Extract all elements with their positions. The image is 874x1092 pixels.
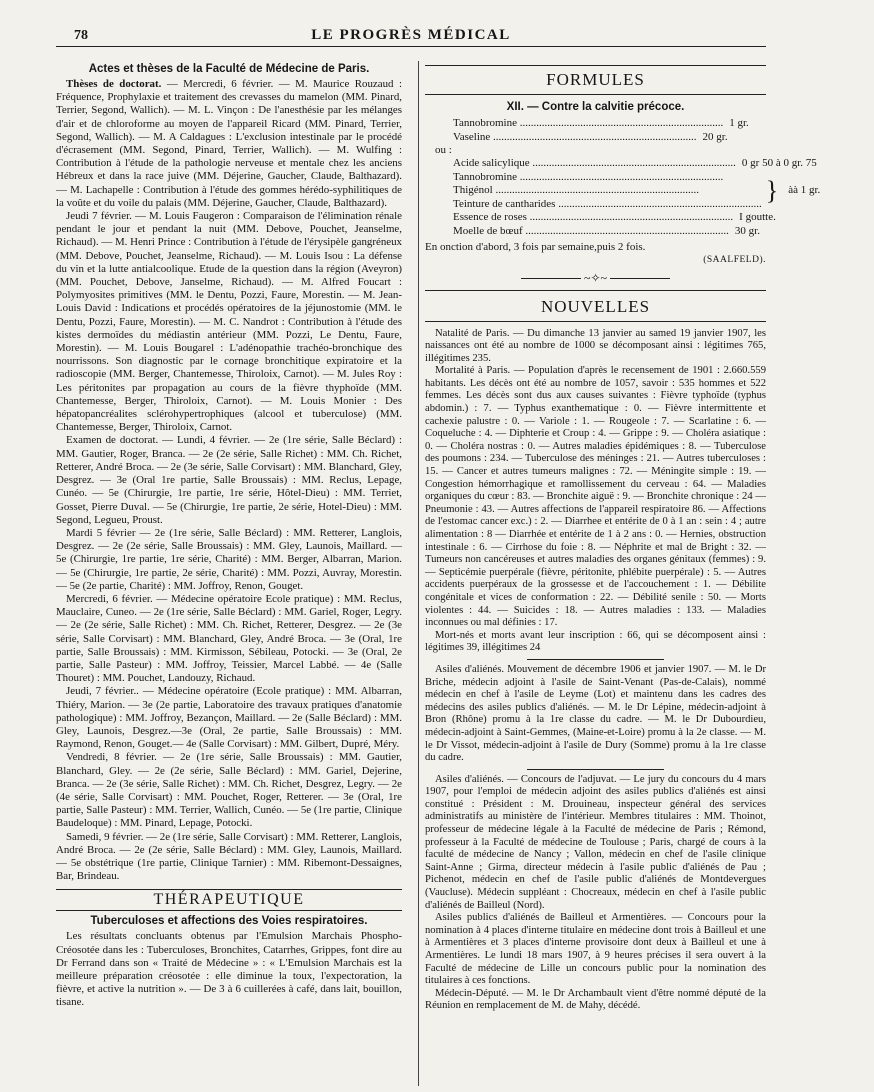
- ingredient-qty: 0 gr 50 à 0 gr. 75: [741, 157, 817, 169]
- mercredi-paragraph: Mercredi, 6 février. — Médecine opératoire Ecole pratique) : MM. Reclus, Mauclaire, Cuneo. — 2e (1re série, Salle Béclard) : MM. Gariel, Roger, Legry. — 2e (2e série, Salle Richet) : MM. Ch. Richet, Retterer, Desgrez. — 2e (3e série, Salle Corvisart) : MM. Blanchard, Gley, André Broca. — 3e (Oral, 1re partie, Salle Broussais) : MM. Kirmisson, Sébileau, Potocki. — 3e (Oral, 2e partie, Salle Pasteur) : MM. Joffroy, Teissier, Marcel Labbé. — 4e (Salle Thouret) : MM. Pouchet, Landouzy, Richaud.: [56, 592, 402, 685]
- therapeutique-title: THÉRAPEUTIQUE: [153, 891, 305, 909]
- ornament-line: [521, 278, 581, 279]
- formula-author: (SAALFELD).: [703, 254, 766, 265]
- divider: [527, 659, 663, 660]
- nouvelles-title: NOUVELLES: [540, 296, 651, 316]
- right-column: [418, 61, 821, 1086]
- mort-nes-paragraph: Mort-nés et morts avant leur inscription : 66, qui se décomposent ainsi : légitimes 39, illégitimes 24: [425, 629, 766, 654]
- or-label: ou :: [435, 144, 452, 156]
- actes-title: Actes et thèses de la Faculté de Médecine de Paris.: [88, 63, 370, 75]
- tuberculoses-paragraph: Les résultats concluants obtenus par l'Emulsion Marchais Phospho-Créosotée dans les : Tuberculoses, Bronchites, Catarrhes, Grippes, font dire au Dr Ferrand dans son « Traité de Médecine » : « L'Emulsion Marchais est la meilleure préparation créosotée : elle diminue la toux, l'expectoration, la fièvre, et active la nutrition ». — De 3 à 6 cuillerées à café, dans lait, bouillon, tisane.: [56, 930, 402, 1009]
- natalite-paragraph: Natalité de Paris. — Du dimanche 13 janvier au samed 19 janvier 1907, les naissances ont été au nombre de 1000 se décomposant ainsi : légitimes 765, illégitimes 235.: [425, 327, 766, 364]
- ingredient-qty: 1 gr.: [729, 117, 749, 129]
- mortalite-paragraph: Mortalité à Paris. — Population d'après le recensement de 1901 : 2.660.559 habitants. Les décès ont été au nombre de 1057, savoir : 535 hommes et 522 femmes. Les décès sont dus aux causes suivantes : Fièvre typhoïde (typhus abdomin.) : 7. — Typhus exanthematique : 0. — Fièvre intermittente et cachexie palustre : 0. — Variole : 1. — Rougeole : 7. — Scarlatine : 6. — Coqueluche : 4. — Diphterie et Croup : 4. — Grippe : 9. — Choléra asiatique : 0. — Choléra nostras : 0. — Autres maladies épidémiques : 8. — Tuberculose des poumons : 234. — Tuberculose des méninges : 21. — Autres tuberculoses : 15. — Cancer et autres tumeurs malignes : 72. — Méningite simple : 19. — Congestion hémorrhagique et ramollissement du cerveau : 64. — Maladies organiques du cœur : 83. — Bronchite aiguë : 9. — Bronchite chronique : 24 — Pneumonie : 43. — Autres affections de l'appareil respiratoire 86. — Affections de l'estomac cancer exc.) : 2. — Diarrhee et entérite de 0 à 1 an : sein : 4 ; autre alimentation : 8 — Diarrhée et entérite de 1 à 2 ans : 0. — Hernies, obstruction intestinale : 6. — Cirrhose du foie : 8. — Néphrite et mal de Bright : 32. — Tumeurs non cancéreuses et autres maladies des organes génitaux (femmes) : 9. — Septicémie puerpérale (fièvre, péritonite, phlébite puerpérale) : 5. — Autres accidents puerpéraux de la grossesse et de l'accouchement : 1. — Débilite congénitale et vices de conformation : 22. — Débilité senile : 50. — Morts violentes : 44. — Suicides : 18. — Autres maladies : 133. — Maladies inconnues ou mal définies : 17.: [425, 365, 766, 629]
- nouvelles-top-rule: [425, 290, 766, 291]
- page-number: 78: [74, 28, 88, 43]
- nouvelles-body: [425, 328, 766, 1013]
- formula-group-names: [453, 171, 762, 212]
- ingredient-qty: 30 gr.: [734, 224, 760, 237]
- formula-line: [425, 117, 766, 131]
- jeudi-paragraph: Jeudi, 7 février.. — Médecine opératoire (Ecole pratique) : MM. Albarran, Thiéry, Marion. — 3e (2e partie, Laboratoire des travaux pratiques d'anatomie pathologique) : MM. Joffroy, Bezançon, Maillard. — 2e (Salle Béclard) : MM. Gley, Launois, Desgrez.—3e (Oral, 2e partie, Salle Broussais) : MM. Raymond, Renon, Gouget.— 4e (Salle Corvisart) : MM. Gilbert, Dupré, Méry.: [56, 685, 402, 751]
- formules-top-rule: [425, 65, 766, 66]
- formula-line: [425, 211, 776, 225]
- ingredient-name: Acide salicylique .....: [453, 157, 736, 171]
- samedi-paragraph: Samedi, 9 février. — 2e (1re série, Salle Corvisart) : MM. Retterer, Langlois, André Broca. — 2e (2e série, Salle Béclard) : MM. Gley, Launois, Maillard. — 5e obstétrique (1re partie, Clinique Tarnier) : MM. Ribemont-Dessaignes, Bar, Brindeau.: [56, 830, 402, 883]
- usage-note: En onction d'abord, 3 fois par semaine,puis 2 fois.: [425, 241, 646, 253]
- formula-line: [453, 198, 762, 212]
- ingredient-name: Teinture de cantharides .....: [453, 198, 762, 212]
- vendredi-paragraph: Vendredi, 8 février. — 2e (1re série, Salle Broussais) : MM. Gautier, Blanchard, Gley. — 2e (2e série, Salle Béclard) : MM. Gariel, Dejerine, Branca. — 2e (3e série, Salle Richet) : MM. Ch. Richet, Desgrez, Legry. — 2e (4e série, Salle Corvisart) : MM. Pouchet, Roger, Retterer. — 3e (Oral, 1re partie, Salle Pasteur) : MM. Terrier, Wallich, Cunéo. — 5e (1re partie, Clinique Baudeloque) : MM. Pinard, Lepage, Potocki.: [56, 751, 402, 830]
- mardi-paragraph: Mardi 5 février — 2e (1re série, Salle Béclard) : MM. Retterer, Langlois, Desgrez. — 2e (2e série, Salle Broussais) : MM. Gley, Launois, Maillard. — 5e (Chirurgie, 1re partie, 1re série, Charité) : MM. Berger, Albarran, Marion. — 5e (Chirurgie, 1re partie, 2e série, Charité) : MM. Pozzi, Auvray, Morestin. — 5e (2e partie, Charité) : MM. Joffroy, Renon, Gouget.: [56, 526, 402, 592]
- formules-title: FORMULES: [546, 70, 645, 89]
- ornament-divider: ~✧~: [425, 271, 766, 286]
- ingredient-qty: àà 1 gr.: [788, 184, 821, 196]
- theses-paragraph: [56, 78, 402, 210]
- ingredient-name: Vaseline .....: [453, 131, 697, 145]
- examen-paragraph: Examen de doctorat. — Lundi, 4 février. — 2e (1re série, Salle Béclard) : MM. Gautier, Roger, Branca. — 2e (2e série, Salle Richet) : MM. Ch. Richet, Retterer, André Broca. — 2e (3e série, Salle Corvisart) : MM. Blanchard, Gley, Desgrez. — 3e (Oral 1re partie, Salle Broussais) : MM. Reclus, Lepage, Cunéo. — 5e (Chirurgie, 1re partie, 1re série, Hôtel-Dieu) : MM. Terriet, Gosset, Pierre Duval. — 5e (Chirurgie, 1re partie, 2e série, Hotel-Dieu) : MM. Segond, Legueu, Proust.: [56, 434, 402, 526]
- ingredient-name: Tannobromine .....: [453, 171, 762, 185]
- formula-group: [425, 170, 821, 212]
- formula-line: [425, 157, 817, 171]
- asiles-concours-paragraph: Asiles d'aliénés. — Concours de l'adjuvat. — Le jury du concours du 4 mars 1907, pour l'emploi de médecin adjoint des asiles publics d'aliénés est ainsi constitué : Président : M. Drouineau, inspecteur général des services administratifs au ministère de l'intérieur. Membres titulaires : MM. Thoinot, professeur de médecine légale à la Faculté de médecine de Paris ; Rémond, professeur à la Faculté de médecine de Toulouse ; Paris, chargé de cours à la faculté de médecine de Nancy ; Vallon, médecin en chef de l'asile clinique Saint-Anne ; Girma, directeur médecin à l'asile public d'aliénés de Pau ; Pichenot, médecin en chef de l'asile public d'aliénés de Montdevergues (Vaucluse). Médecin suppléant : Chocreaux, médecin en chef à l'asile public d'aliénés de Bailleul (Nord).: [425, 773, 766, 911]
- bailleul-paragraph: Asiles publics d'aliénés de Bailleul et Armentières. — Concours pour la nomination à 4 places d'interne titulaire en médecine dont trois à Bailleul et une à Armentières et 3 places d'interne provisoire dont deux à Bailleul et une à Armentières. Le lundi 18 mars 1907, à 9 heures précises il sera ouvert à la Faculté de médecine de Lille un concours public pour la nomination des titulaires à ces fonctions.: [425, 912, 766, 987]
- theses-text: — Mercredi, 6 février. — M. Maurice Rouzaud : Fréquence, Prophylaxie et traitement des crevasses du mamelon (MM. Pinard, Terrier, Segond, Wallich). — M. L. Vinçon : De l'anesthésie par les mélanges d'air et de chloroforme au moyen de l'appareil Ricard (MM. Pinard, Terrier, Segond, Wallich). — M. A Caldagues : L'exclusion intestinale par le procédé d'écrasement (MM. Segond, Pinard, Terrier, Wallich). — M. Wulfing : Contribution à l'étude de la pathologie nerveuse et mentale chez les anciens Hébreux et dans la race juive (MM. Déjerine, Gaucher, Claude, Balthazard). — M. Lachapelle : Contribution à l'étude des gommes hérédo-syphilitiques de la voûte et du voile du palais (MM. Déjerine, Gaucher, Claude, Balthazard).: [56, 78, 402, 209]
- formula-line: [453, 184, 762, 198]
- medecin-depute-paragraph: Médecin-Député. — M. le Dr Archambault vient d'être nommé député de la Réunion en remplacement de M. de Mahy, décédé.: [425, 987, 766, 1012]
- jeudi-theses-paragraph: Jeudi 7 février. — M. Louis Faugeron : Comparaison de l'élimination rénale pendant le jour et pendant la nuit (MM. Debove, Pouchet, Jeanselme, Richaud). — M. Henri Prince : Contribution à l'étude de l'érysipèle gangréneux (MM. Debove, Pouchet, Jeanselme, Richaud). — M. Louis Isou : La défense du vin et la lutte antialcoolique. Etude de la question dans la région (Aveyron) (MM. Pouchet, Debove, Janselme, Richaud). — M. Alfred Foucart : Polymyosites primitives (MM. le Dentu, Pozzi, Faure, Morestin. — M. Jean-Louis David : Indications et procédés opératoires de la jéjunostomie (MM. le Dentu, Pozzi, Faure, Morestin). — M. C. Nandrot : Contribution à l'étude des kistes dermoïdes du médiastin antérieur (MM. Pozzi, Le Dentu, Faure, Morestin). — M. Louis Bougarel : L'adénopathie trachéo-bronchique des nourrissons. Son diagnostic par le cornage bronchitique expiratoire et la radioscopie (MM. Berger, Chantemesse, Thiroloix, Carnot). — M. Jules Roy : Les péritonites par propagation au cours de la fièvre thyphoïde (MM. Chantemesse, Berger, Thiroloix, Carnot). — M. Louis Monier : Des hépatopancréalites sclérohypertrophiques (alcool et tuberculose) (MM. Chantemesse, Berger, Thiroloix, Carnot.: [56, 210, 402, 434]
- ingredient-name: Essence de roses .....: [453, 211, 733, 225]
- ingredient-qty: I goutte.: [739, 211, 776, 223]
- divider: [527, 769, 663, 770]
- ingredient-name: Tannobromine .....: [453, 117, 723, 131]
- brace-icon: }: [765, 175, 779, 205]
- formules-bottom-rule: [425, 94, 766, 95]
- therapeutique-box: [56, 889, 402, 911]
- ingredient-name: Moelle de bœuf .....: [453, 225, 729, 239]
- ornament-line: [610, 278, 670, 279]
- formula-line: [425, 225, 766, 239]
- formula-line: [425, 131, 766, 145]
- ingredient-name: Thigénol .....: [453, 184, 762, 198]
- formula-head: XII. — Contre la calvitie précoce.: [506, 101, 685, 113]
- left-column: [56, 61, 402, 1086]
- asiles-mouvement-paragraph: Asiles d'aliénés. Mouvement de décembre 1906 et janvier 1907. — M. le Dr Briche, médecin adjoint à l'asile de Saint-Venant (Pas-de-Calais), nommé médecin en chef à l'asile de Leyme (Lot) et maintenu dans les cadres des médecins des asiles publics d'aliénés. — M. le Dr Lépine, médecin-adjoint à Bron (Rhône) promu à la 1re classe du cadre. — M. le Dr Dubourdieu, médecin-adjoint à Saint-Gemmes, (Maine-et-Loire) promu à la 2e classe. — M. le Dr Vissot, médecin-adjoint à l'asile de Dury (Somme) promu à la 1re classe du cadre.: [425, 663, 766, 764]
- formula-line: [453, 171, 762, 185]
- theses-head: Thèses de doctorat.: [66, 78, 162, 90]
- running-head: [56, 24, 766, 47]
- nouvelles-bottom-rule: [425, 321, 766, 322]
- journal-title: LE PROGRÈS MÉDICAL: [311, 27, 511, 43]
- ingredient-qty: 20 gr.: [702, 130, 728, 143]
- columns: [56, 61, 821, 1086]
- tuberculoses-head: Tuberculoses et affections des Voies respiratoires.: [90, 915, 368, 928]
